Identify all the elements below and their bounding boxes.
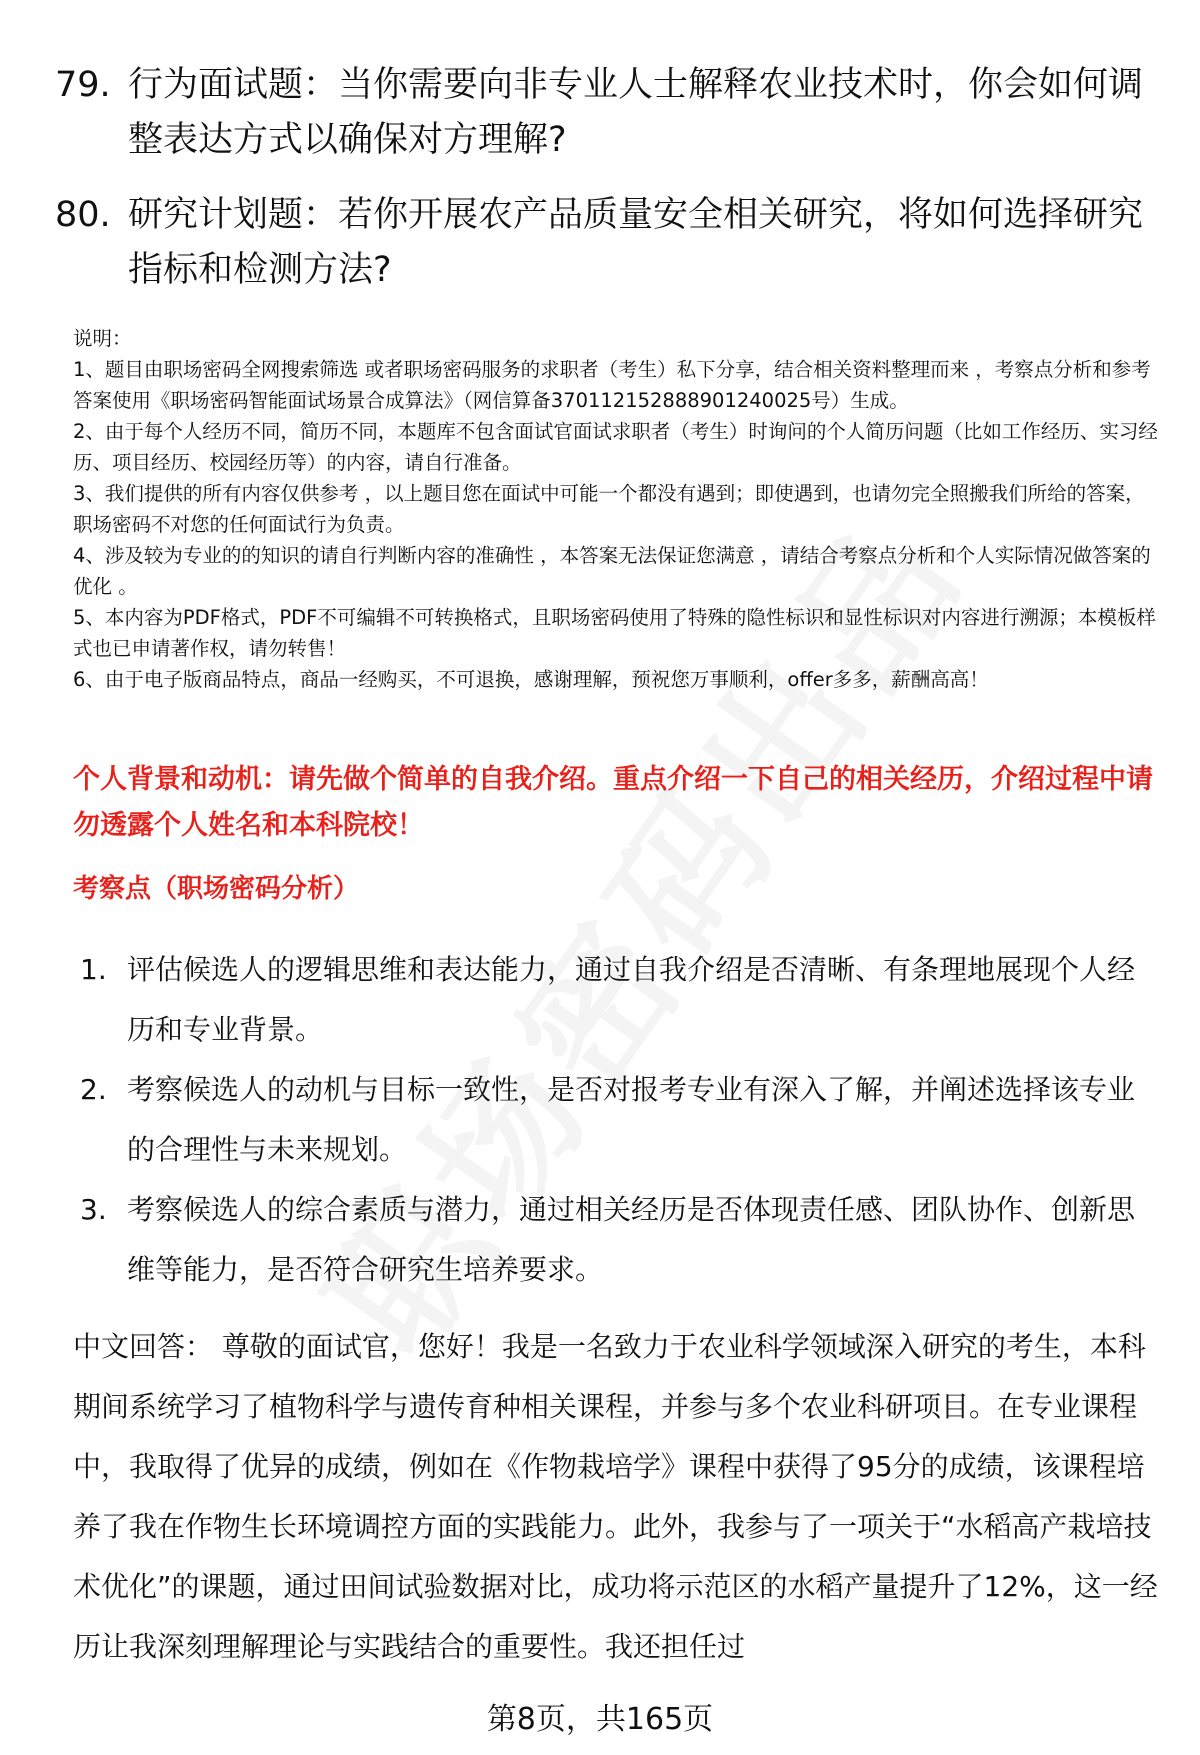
list-item <box>80 1060 1155 1180</box>
interview-question-heading: 个人背景和动机：请先做个简单的自我介绍。重点介绍一下自己的相关经历，介绍过程中请勿透露个人姓名和本科院校！ <box>73 764 1153 841</box>
chinese-answer: 中文回答： 尊敬的面试官，您好！我是一名致力于农业科学领域深入研究的考生，本科期间系统学习了植物科学与遗传育种相关课程，并参与多个农业科研项目。在专业课程中，我取得了优异的成绩，例如在《作物栽培学》课程中获得了95分的成绩，该课程培养了我在作物生长环境调控方面的实践能力。此外，我参与了一项关于“水稻高产栽培技术优化”的课题，通过田间试验数据对比，成功将示范区的水稻产量提升了12%，这一经历让我深刻理解理论与实践结合的重要性。我还担任过 <box>73 1330 1158 1663</box>
assessment-points-list <box>80 940 1155 1300</box>
note-item: 3、我们提供的所有内容仅供参考 ，以上题目您在面试中可能一个都没有遇到；即使遇到，也请勿完全照搬我们所给的答案，职场密码不对您的任何面试行为负责。 <box>73 482 1145 536</box>
question-79 <box>55 58 1150 168</box>
notes-title: 说明： <box>73 327 132 350</box>
list-item-number: 2. <box>80 1073 107 1106</box>
note-item: 5、本内容为PDF格式，PDF不可编辑不可转换格式，且职场密码使用了特殊的隐性标识和显性标识对内容进行溯源；本模板样式也已申请著作权，请勿转售！ <box>73 606 1156 660</box>
list-item-text: 考察候选人的动机与目标一致性，是否对报考专业有深入了解，并阐述选择该专业的合理性与未来规划。 <box>127 1073 1136 1166</box>
list-item <box>80 940 1155 1060</box>
note-item: 6、由于电子版商品特点，商品一经购买，不可退换，感谢理解，预祝您万事顺利，offer多多，薪酬高高！ <box>73 668 989 691</box>
assessment-points-title: 考察点（职场密码分析） <box>73 874 360 904</box>
question-number: 79. <box>55 65 111 105</box>
note-item: 2、由于每个人经历不同，简历不同，本题库不包含面试官面试求职者（考生）时询问的个人简历问题（比如工作经历、实习经历、项目经历、校园经历等）的内容，请自行准备。 <box>73 420 1158 474</box>
question-number: 80. <box>55 195 111 235</box>
notes-section <box>73 323 1163 695</box>
list-item-text: 评估候选人的逻辑思维和表达能力，通过自我介绍是否清晰、有条理地展现个人经历和专业背景。 <box>127 953 1136 1046</box>
page-number: 第8页，共165页 <box>486 1702 714 1737</box>
list-item-number: 1. <box>80 953 107 986</box>
list-item <box>80 1180 1155 1300</box>
list-item-number: 3. <box>80 1193 107 1226</box>
note-item: 4、涉及较为专业的的知识的请自行判断内容的准确性 ，本答案无法保证您满意 ，请结合考察点分析和个人实际情况做答案的优化 。 <box>73 544 1151 598</box>
question-text: 研究计划题：若你开展农产品质量安全相关研究，将如何选择研究指标和检测方法? <box>128 195 1144 290</box>
note-item: 1、题目由职场密码全网搜索筛选 或者职场密码服务的求职者（考生）私下分享，结合相关资料整理而来 ，考察点分析和参考答案使用《职场密码智能面试场景合成算法》（网信算备370112152888901240025号）生成。 <box>73 358 1151 412</box>
question-text: 行为面试题：当你需要向非专业人士解释农业技术时，你会如何调整表达方式以确保对方理解? <box>128 65 1144 160</box>
question-80 <box>55 188 1150 298</box>
list-item-text: 考察候选人的综合素质与潜力，通过相关经历是否体现责任感、团队协作、创新思维等能力，是否符合研究生培养要求。 <box>127 1193 1136 1286</box>
